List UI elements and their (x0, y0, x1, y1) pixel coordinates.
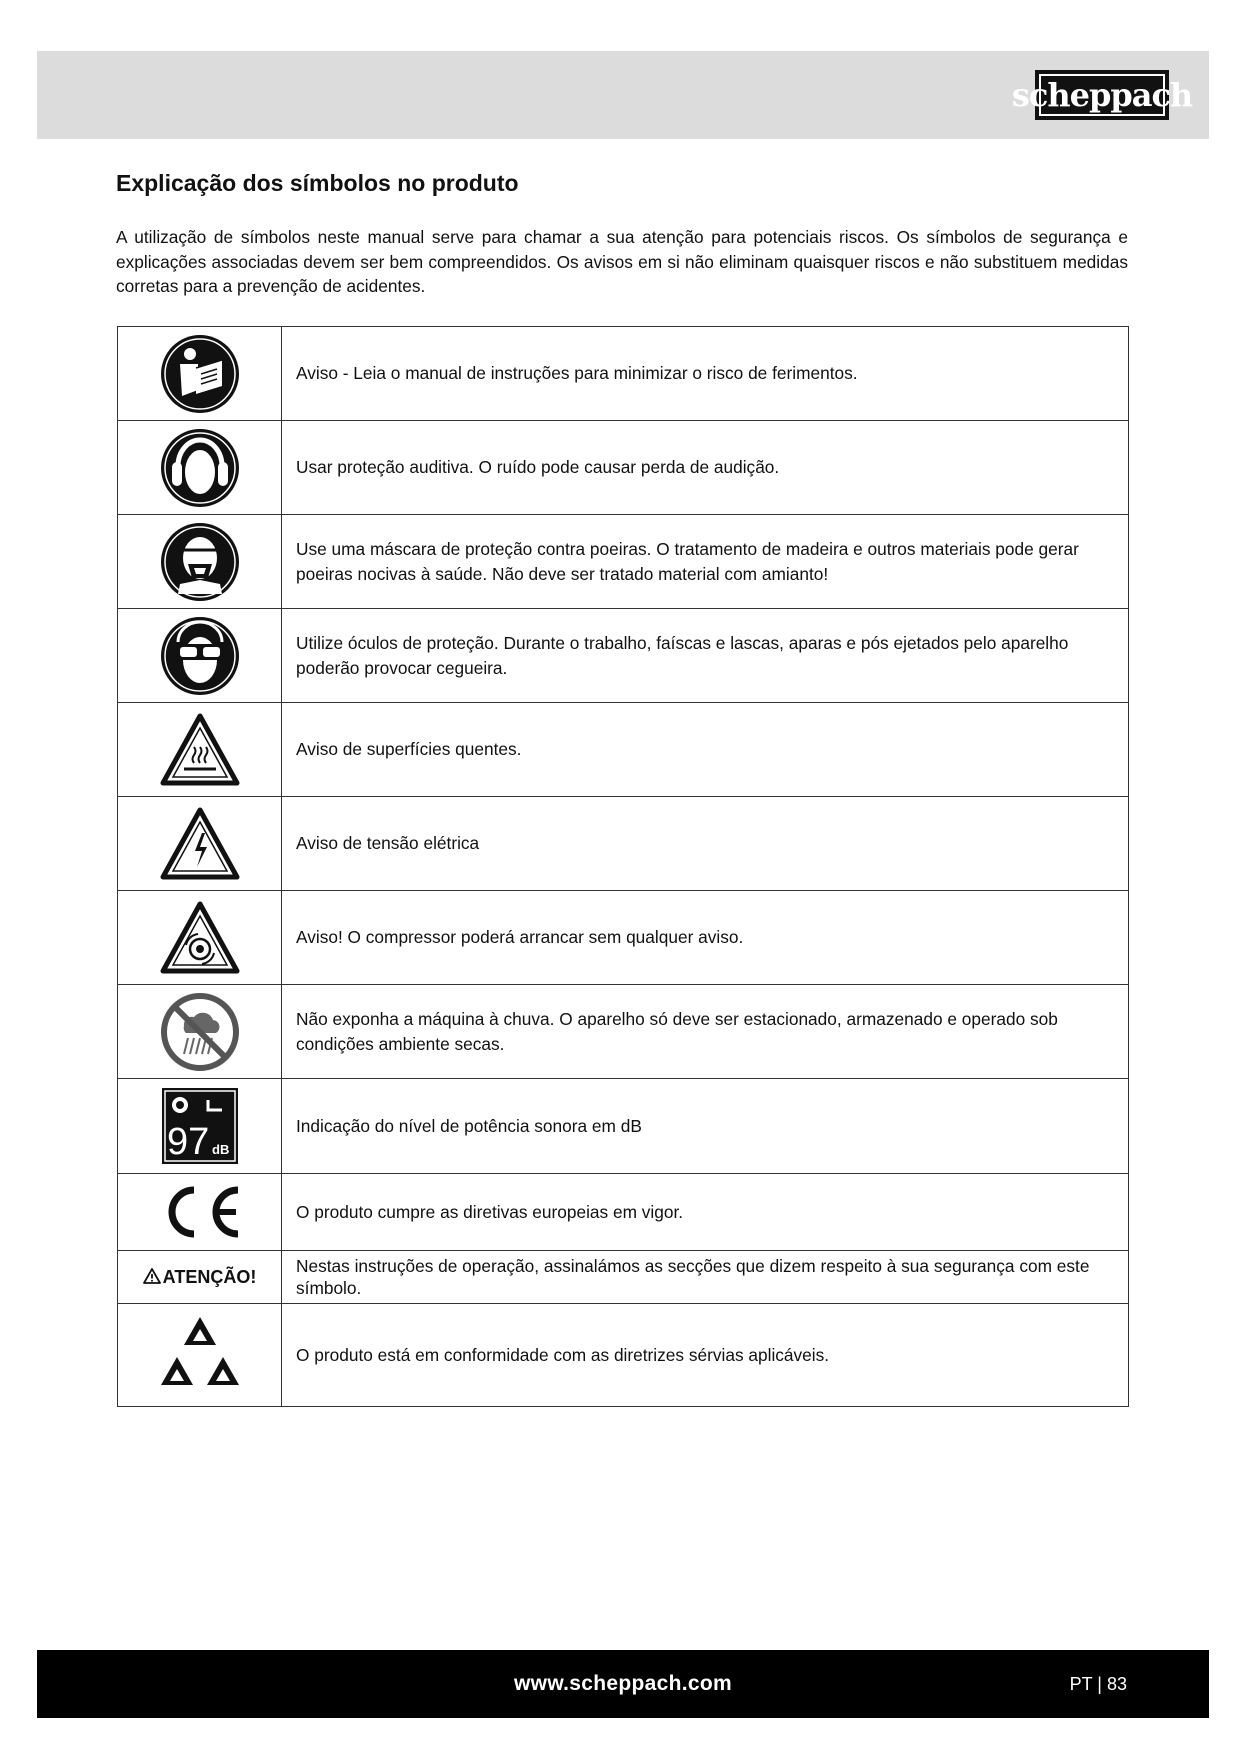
row-text: Nestas instruções de operação, assinalámos as secções que dizem respeito à sua segurança com este símbolo. (282, 1251, 1129, 1304)
page-title: Explicação dos símbolos no produto (116, 170, 519, 196)
row-text: Indicação do nível de potência sonora em dB (282, 1079, 1129, 1174)
intro-paragraph: A utilização de símbolos neste manual serve para chamar a sua atenção para potenciais riscos. Os símbolos de segurança e explicações associadas devem ser bem compreendidos. Os avisos em si não eliminam quaisquer riscos e não substituem medidas corretas para a prevenção de acidentes. (116, 227, 1128, 296)
sound-power-unit: dB (211, 1142, 229, 1157)
table-row (118, 1251, 1129, 1304)
no-rain-icon (160, 992, 240, 1072)
table-row (118, 891, 1129, 985)
icon-cell (118, 1304, 282, 1407)
table-row (118, 609, 1129, 703)
icon-cell (118, 797, 282, 891)
attention-text: ATENÇÃO! (162, 1266, 257, 1287)
website-link[interactable]: www.scheppach.com (514, 1672, 732, 1695)
table-row (118, 703, 1129, 797)
safety-goggles-icon (160, 616, 240, 696)
row-text: O produto cumpre as diretivas europeias em vigor. (282, 1174, 1129, 1251)
icon-cell (118, 327, 282, 421)
icon-cell (118, 1079, 282, 1174)
row-text: Não exponha a máquina à chuva. O aparelho só deve ser estacionado, armazenado e operado sob condições ambiente secas. (282, 985, 1129, 1079)
table-row (118, 985, 1129, 1079)
table-row (118, 515, 1129, 609)
row-text: O produto está em conformidade com as diretrizes sérvias aplicáveis. (282, 1304, 1129, 1407)
icon-cell (118, 985, 282, 1079)
sound-power-icon (160, 1086, 240, 1166)
row-text: Aviso de superfícies quentes. (282, 703, 1129, 797)
icon-cell (118, 515, 282, 609)
read-manual-icon (160, 334, 240, 414)
icon-cell (118, 609, 282, 703)
row-text: Use uma máscara de proteção contra poeiras. O tratamento de madeira e outros materiais pode gerar poeiras nocivas à saúde. Não deve ser tratado material com amianto! (282, 515, 1129, 609)
icon-cell (118, 891, 282, 985)
serbian-conformity-icon (155, 1313, 245, 1397)
automatic-start-icon (160, 901, 240, 975)
icon-cell (118, 703, 282, 797)
symbols-table (117, 326, 1129, 1407)
sound-power-value: 97 (166, 1121, 209, 1163)
dust-mask-icon (160, 522, 240, 602)
row-text: Aviso - Leia o manual de instruções para minimizar o risco de ferimentos. (282, 327, 1129, 421)
table-row (118, 327, 1129, 421)
table-row (118, 1304, 1129, 1407)
page-number: PT | 83 (1069, 1674, 1127, 1694)
ce-mark-icon (158, 1184, 242, 1240)
ear-protection-icon (160, 428, 240, 508)
row-text: Usar proteção auditiva. O ruído pode causar perda de audição. (282, 421, 1129, 515)
row-text: Aviso! O compressor poderá arrancar sem qualquer aviso. (282, 891, 1129, 985)
row-text: Aviso de tensão elétrica (282, 797, 1129, 891)
table-row (118, 797, 1129, 891)
table-row (118, 1174, 1129, 1251)
brand-logo: scheppach (1035, 70, 1169, 120)
attention-icon (143, 1268, 161, 1284)
footer-band (37, 1650, 1209, 1718)
icon-cell (118, 421, 282, 515)
row-text: Utilize óculos de proteção. Durante o trabalho, faíscas e lascas, aparas e pós ejetados pelo aparelho poderão provocar cegueira. (282, 609, 1129, 703)
table-row (118, 421, 1129, 515)
icon-cell (118, 1174, 282, 1251)
hot-surface-icon (160, 713, 240, 787)
icon-cell (118, 1251, 282, 1304)
table-row (118, 1079, 1129, 1174)
header-band (37, 51, 1209, 139)
electric-voltage-icon (160, 807, 240, 881)
attention-label (143, 1267, 257, 1287)
